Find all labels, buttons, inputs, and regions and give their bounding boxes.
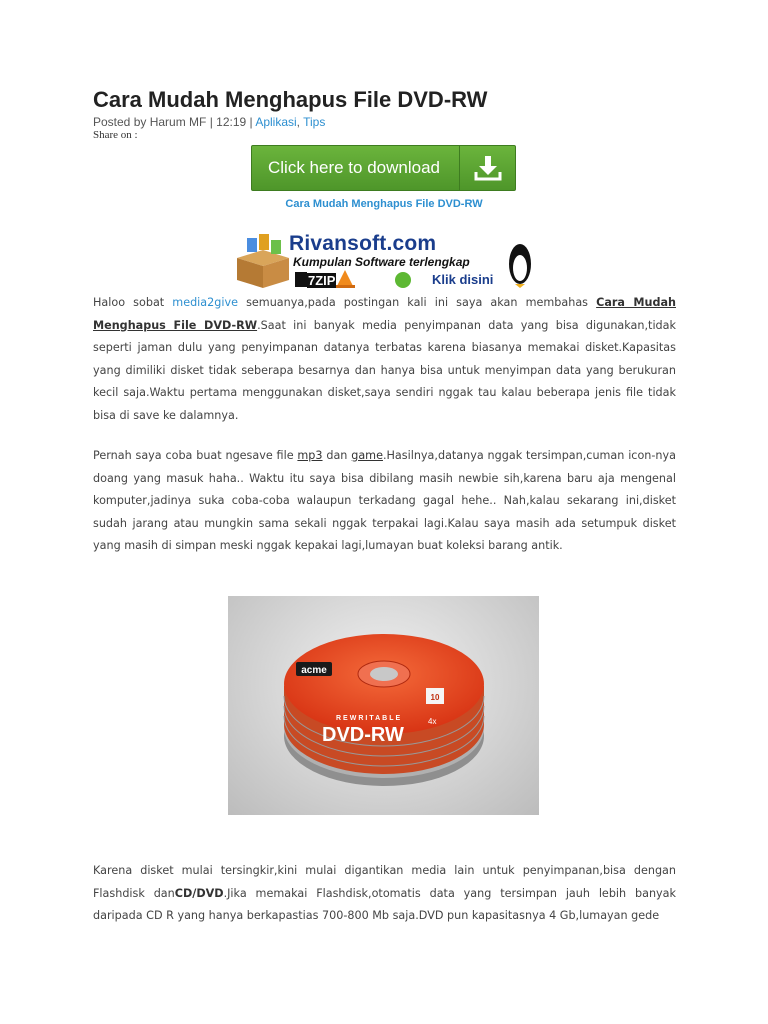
post-title: Cara Mudah Menghapus File DVD-RW: [93, 87, 488, 112]
disc-rewritable: REWRITABLE: [336, 715, 403, 722]
disc-speed: 4x: [428, 717, 437, 726]
banner-7zip-logo: 7ZIP: [308, 273, 336, 288]
download-button[interactable]: [251, 145, 516, 191]
text: Pernah saya coba buat ngesave file: [93, 449, 298, 462]
link-mp3[interactable]: mp3: [297, 449, 323, 462]
banner-tagline: Kumpulan Software terlengkap: [293, 255, 470, 269]
text: Haloo sobat: [93, 296, 173, 309]
paragraph-experience: [93, 445, 676, 558]
download-text-link[interactable]: Cara Mudah Menghapus File DVD-RW: [285, 198, 483, 210]
banner-site-name: Rivansoft.com: [289, 232, 437, 255]
rivansoft-banner[interactable]: [233, 230, 535, 290]
post-author-time: Posted by Harum MF | 12:19 |: [93, 115, 256, 129]
disc-brand: acme: [301, 665, 327, 676]
post-title-link[interactable]: Cara Mudah Menghapus File DVD-RW: [93, 296, 676, 332]
download-arrow-icon: [460, 145, 515, 191]
category-link-tips[interactable]: Tips: [303, 115, 326, 129]
meta-comma: ,: [296, 115, 304, 129]
link-media2give[interactable]: media2give: [172, 296, 238, 309]
text: .Saat ini banyak media penyimpanan data yang bisa digunakan,tidak seperti jaman dulu yang penyimpanan datanya terbatas karena biasanya memakai disket.Kapasitas yang dimiliki disket tidak seberapa besarnya dan hanya bisa untuk menyimpan data yang berukuran kecil saja.Waktu pertama menggunakan disket,saya sendiri nggak tau kalau beberapa jenis file tidak bisa di save ke dalamnya.: [93, 318, 676, 422]
text: Karena disket mulai tersingkir,kini mulai digantikan media lain untuk penyimpanan,bisa dengan Flashdisk dan: [93, 864, 676, 900]
text: dan: [322, 449, 352, 462]
download-button-label: Click here to download: [268, 158, 440, 177]
disc-product: DVD-RW: [322, 724, 404, 746]
text: .Hasilnya,datanya nggak tersimpan,cuman icon-nya doang yang masuk haha.. Waktu itu saya bisa dibilang masih newbie sih,karena baru aja mengenal komputer,jadinya suka coba-coba walaupun terkadang gagal hehe.. Nah,kalau sekarang ini,disket sudah jarang atau mungkin sama sekali nggak terpakai lagi.Kalau saya masih ada setumpuk disket yang masih di simpan meski nggak kepakai lagi,lumayan buat koleksi barang antik.: [93, 449, 676, 552]
paragraph-intro: [93, 292, 676, 427]
dvd-rw-product-photo: [228, 596, 539, 815]
dvd-spindle-image: [228, 596, 539, 815]
paragraph-media: [93, 860, 676, 928]
banner-cta: Klik disini: [432, 272, 494, 287]
link-game[interactable]: game: [351, 449, 383, 462]
post-header: [93, 86, 676, 141]
disc-count: 10: [430, 693, 440, 702]
bold-cd-dvd: CD/DVD: [174, 886, 224, 900]
text: semuanya,pada postingan kali ini saya akan membahas: [237, 296, 597, 309]
category-link-aplikasi[interactable]: Aplikasi: [255, 115, 297, 129]
text: .Jika memakai Flashdisk,otomatis data yang tersimpan jauh lebih banyak daripada CD R yang hanya berkapastias 700-800 Mb saja.DVD pun kapasitasnya 4 Gb,lumayan gede: [93, 886, 676, 922]
post-meta: [93, 115, 676, 129]
share-label: Share on :: [93, 129, 138, 141]
